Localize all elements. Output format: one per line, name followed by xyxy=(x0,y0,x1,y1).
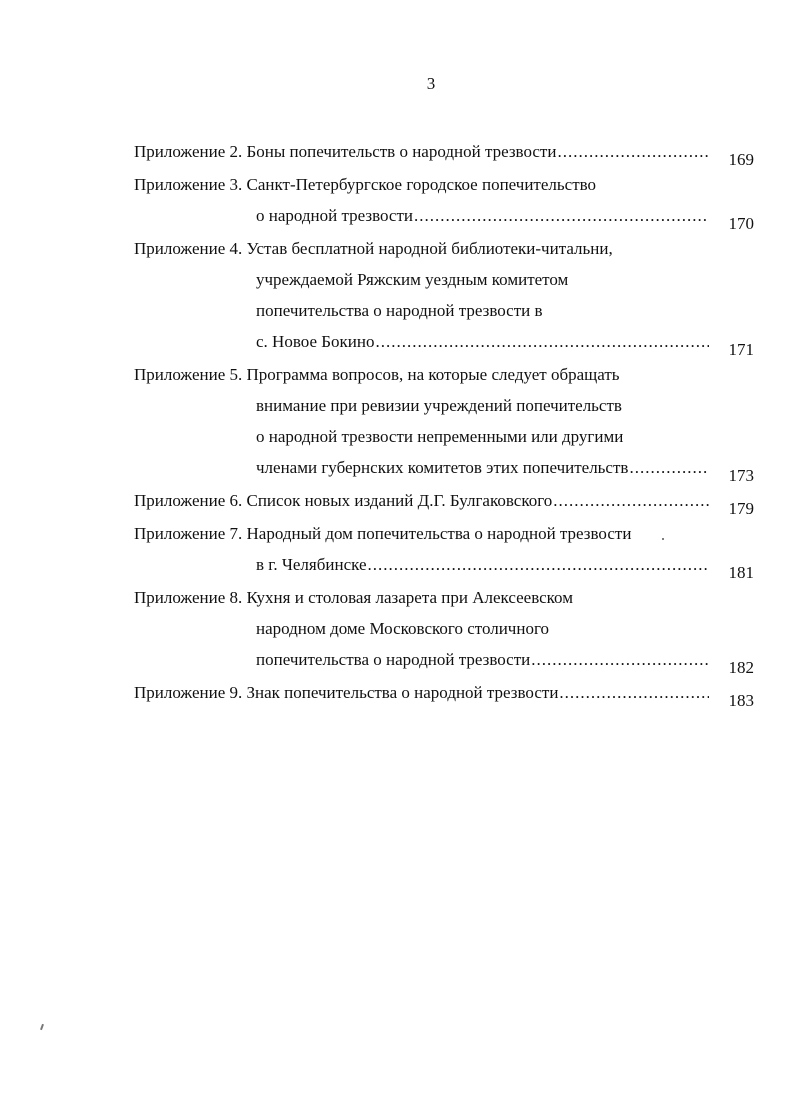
toc-entry-text: внимание при ревизии учреждений попечительств xyxy=(256,396,622,415)
toc-entry-line xyxy=(134,326,754,357)
toc-entry-line xyxy=(134,549,754,580)
toc-entry-appendix-8 xyxy=(134,582,754,675)
toc-entry-appendix-2 xyxy=(134,136,754,167)
toc-page-number: 173 xyxy=(728,466,754,485)
toc-page-number: 182 xyxy=(728,658,754,677)
toc-entry-text: в г. Челябинске xyxy=(256,555,367,574)
toc-entry-line xyxy=(134,136,754,167)
dot-leader xyxy=(553,485,708,516)
toc-entry-text: Приложение 4. Устав бесплатной народной библиотеки-читальни, xyxy=(134,239,613,258)
toc-entry-text: народном доме Московского столичного xyxy=(256,619,549,638)
toc-entry-text: членами губернских комитетов этих попечительств xyxy=(256,458,629,477)
toc-entry-line xyxy=(134,485,754,516)
toc-entry-text: о народной трезвости непременными или другими xyxy=(256,427,624,446)
toc-page-number: 170 xyxy=(728,214,754,233)
toc-entry-text: о народной трезвости xyxy=(256,206,414,225)
toc-page-number: 181 xyxy=(728,563,754,582)
table-of-contents xyxy=(134,136,754,708)
toc-entry-line xyxy=(134,452,754,483)
toc-entry-appendix-4 xyxy=(134,233,754,357)
toc-page-number: 183 xyxy=(728,691,754,710)
dot-leader xyxy=(368,549,709,580)
toc-entry-text: учреждаемой Ряжским уездным комитетом xyxy=(256,270,569,289)
dot-leader xyxy=(559,677,708,708)
toc-entry-appendix-3 xyxy=(134,169,754,231)
toc-page-number: 169 xyxy=(728,150,754,169)
toc-entry-appendix-5 xyxy=(134,359,754,483)
toc-entry-appendix-7 xyxy=(134,518,754,580)
dot-leader xyxy=(375,326,708,357)
toc-entry-text: Приложение 8. Кухня и столовая лазарета при Алексеевском xyxy=(134,588,573,607)
toc-entry-line xyxy=(134,200,754,231)
toc-entry-line xyxy=(134,677,754,708)
toc-entry-text: Приложение 5. Программа вопросов, на которые следует обращать xyxy=(134,365,620,384)
toc-entry-text: Приложение 9. Знак попечительства о народной трезвости xyxy=(134,683,559,702)
dot-leader xyxy=(629,452,708,483)
page-number: 3 xyxy=(426,74,436,93)
toc-page-number: 171 xyxy=(728,340,754,359)
toc-page-number: 179 xyxy=(728,499,754,518)
dot-leader xyxy=(414,200,708,231)
toc-entry-line xyxy=(134,644,754,675)
toc-entry-text: Приложение 6. Список новых изданий Д.Г. Булгаковского xyxy=(134,491,553,510)
dot-leader xyxy=(557,136,708,167)
toc-entry-text: попечительства о народной трезвости в xyxy=(256,301,543,320)
scan-speck xyxy=(662,538,664,540)
toc-entry-text: попечительства о народной трезвости xyxy=(256,650,531,669)
toc-entry-appendix-6 xyxy=(134,485,754,516)
toc-entry-text: с. Новое Бокино xyxy=(256,332,375,351)
dot-leader xyxy=(531,644,708,675)
toc-entry-appendix-9 xyxy=(134,677,754,708)
scan-speck xyxy=(40,1024,44,1030)
toc-entry-text: Приложение 2. Боны попечительств о народной трезвости xyxy=(134,142,557,161)
toc-entry-text: Приложение 7. Народный дом попечительства о народной трезвости xyxy=(134,524,632,543)
toc-entry-text: Приложение 3. Санкт-Петербургское городское попечительство xyxy=(134,175,597,194)
